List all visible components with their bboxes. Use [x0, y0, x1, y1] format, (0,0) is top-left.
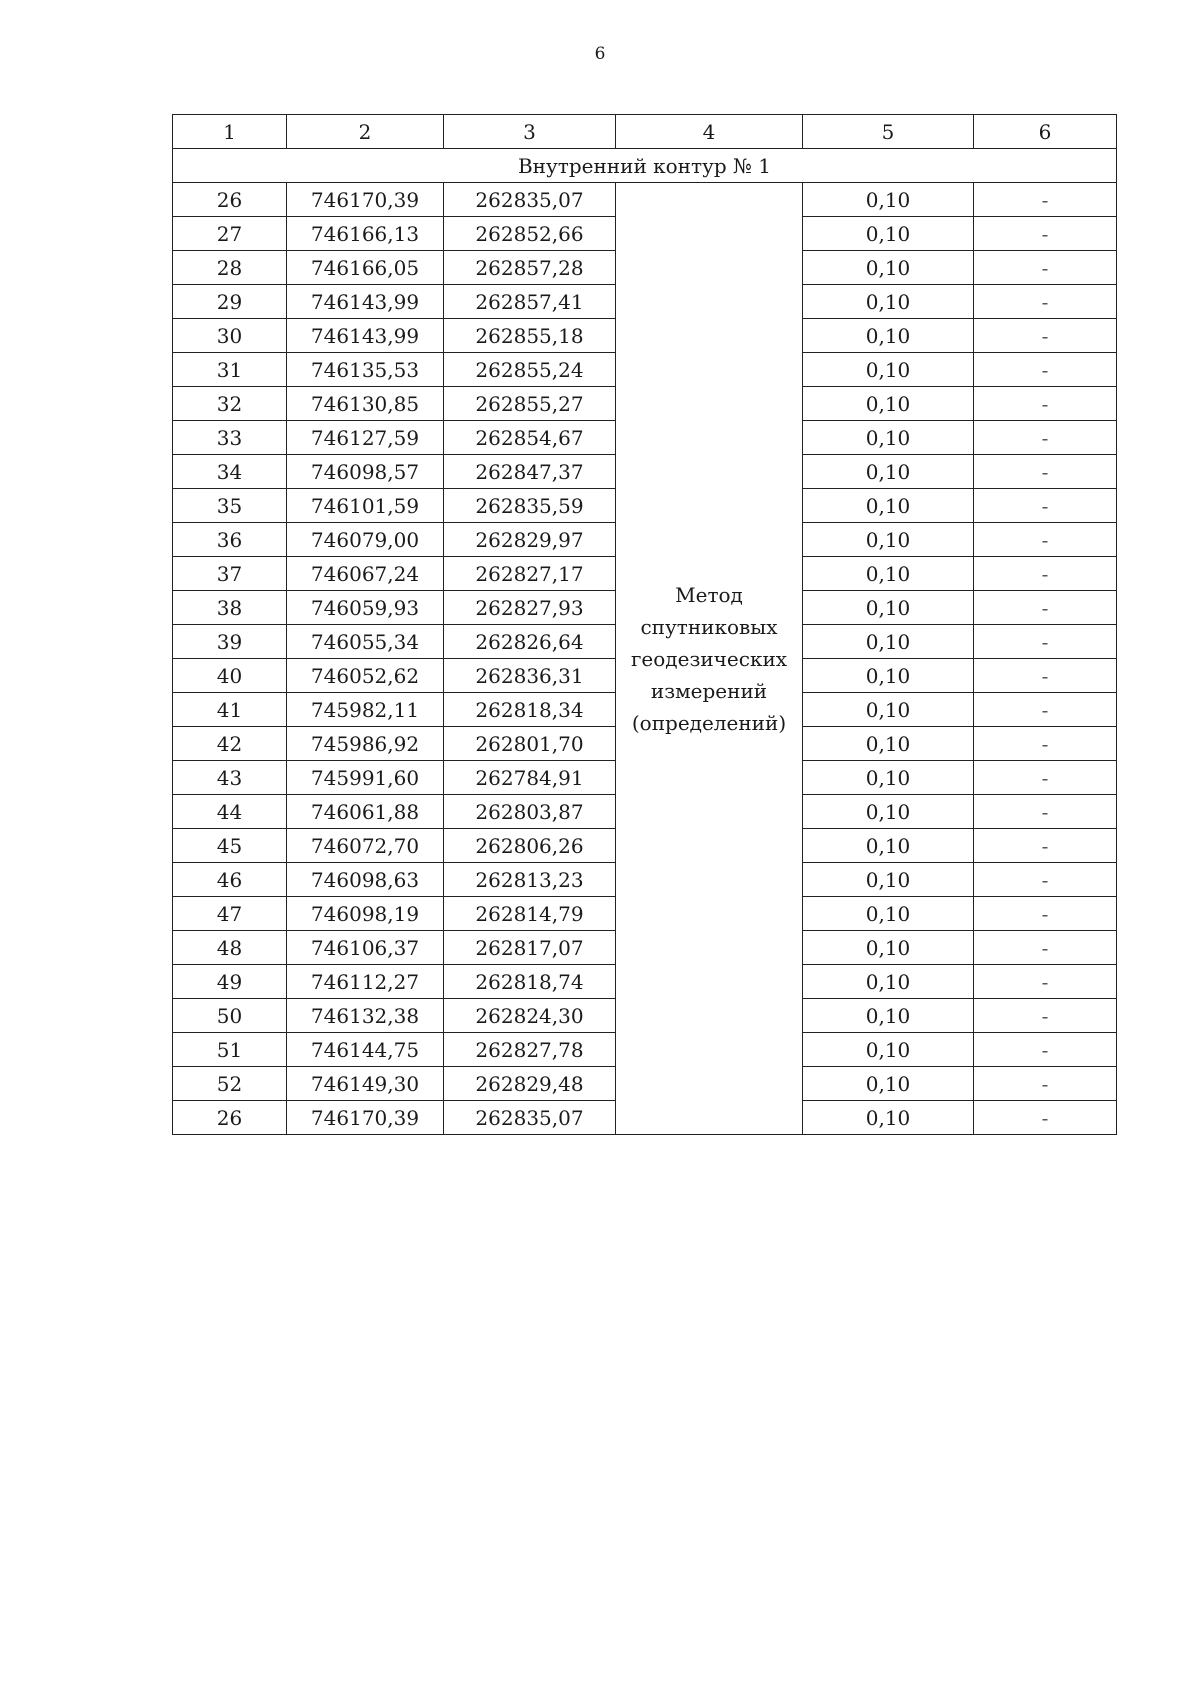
- accuracy-cell: 0,10: [803, 251, 974, 285]
- x-coordinate-cell: 746112,27: [287, 965, 444, 999]
- x-coordinate-cell: 746059,93: [287, 591, 444, 625]
- x-coordinate-cell: 746106,37: [287, 931, 444, 965]
- point-number-cell: 44: [173, 795, 287, 829]
- note-cell: -: [974, 931, 1117, 965]
- point-number-cell: 40: [173, 659, 287, 693]
- x-coordinate-cell: 746132,38: [287, 999, 444, 1033]
- note-cell: -: [974, 523, 1117, 557]
- point-number-cell: 27: [173, 217, 287, 251]
- y-coordinate-cell: 262801,70: [444, 727, 616, 761]
- point-number-cell: 36: [173, 523, 287, 557]
- method-text-line: Метод: [675, 582, 743, 607]
- point-number-cell: 30: [173, 319, 287, 353]
- note-cell: -: [974, 353, 1117, 387]
- accuracy-cell: 0,10: [803, 1101, 974, 1135]
- accuracy-cell: 0,10: [803, 727, 974, 761]
- y-coordinate-cell: 262829,97: [444, 523, 616, 557]
- y-coordinate-cell: 262827,17: [444, 557, 616, 591]
- accuracy-cell: 0,10: [803, 829, 974, 863]
- y-coordinate-cell: 262818,74: [444, 965, 616, 999]
- note-cell: -: [974, 1101, 1117, 1135]
- note-cell: -: [974, 557, 1117, 591]
- point-number-cell: 42: [173, 727, 287, 761]
- y-coordinate-cell: 262847,37: [444, 455, 616, 489]
- header-cell: 2: [287, 115, 444, 149]
- note-cell: -: [974, 251, 1117, 285]
- point-number-cell: 33: [173, 421, 287, 455]
- accuracy-cell: 0,10: [803, 523, 974, 557]
- point-number-cell: 43: [173, 761, 287, 795]
- y-coordinate-cell: 262835,07: [444, 183, 616, 217]
- header-cell: 1: [173, 115, 287, 149]
- accuracy-cell: 0,10: [803, 795, 974, 829]
- accuracy-cell: 0,10: [803, 897, 974, 931]
- accuracy-cell: 0,10: [803, 931, 974, 965]
- accuracy-cell: 0,10: [803, 659, 974, 693]
- x-coordinate-cell: 746098,63: [287, 863, 444, 897]
- point-number-cell: 31: [173, 353, 287, 387]
- note-cell: -: [974, 285, 1117, 319]
- point-number-cell: 26: [173, 1101, 287, 1135]
- header-cell: 4: [616, 115, 803, 149]
- y-coordinate-cell: 262835,59: [444, 489, 616, 523]
- point-number-cell: 35: [173, 489, 287, 523]
- header-cell: 3: [444, 115, 616, 149]
- point-number-cell: 49: [173, 965, 287, 999]
- point-number-cell: 26: [173, 183, 287, 217]
- y-coordinate-cell: 262826,64: [444, 625, 616, 659]
- point-number-cell: 45: [173, 829, 287, 863]
- accuracy-cell: 0,10: [803, 591, 974, 625]
- coordinates-table-body: [173, 115, 1117, 1135]
- x-coordinate-cell: 746166,05: [287, 251, 444, 285]
- accuracy-cell: 0,10: [803, 421, 974, 455]
- x-coordinate-cell: 746143,99: [287, 319, 444, 353]
- note-cell: -: [974, 217, 1117, 251]
- accuracy-cell: 0,10: [803, 761, 974, 795]
- accuracy-cell: 0,10: [803, 965, 974, 999]
- y-coordinate-cell: 262784,91: [444, 761, 616, 795]
- y-coordinate-cell: 262857,28: [444, 251, 616, 285]
- x-coordinate-cell: 746098,19: [287, 897, 444, 931]
- note-cell: -: [974, 489, 1117, 523]
- y-coordinate-cell: 262835,07: [444, 1101, 616, 1135]
- note-cell: -: [974, 965, 1117, 999]
- y-coordinate-cell: 262814,79: [444, 897, 616, 931]
- note-cell: -: [974, 897, 1117, 931]
- method-text-line: (определений): [631, 710, 787, 735]
- x-coordinate-cell: 746101,59: [287, 489, 444, 523]
- x-coordinate-cell: 746149,30: [287, 1067, 444, 1101]
- header-row: [173, 115, 1117, 149]
- point-number-cell: 52: [173, 1067, 287, 1101]
- note-cell: -: [974, 795, 1117, 829]
- point-number-cell: 41: [173, 693, 287, 727]
- note-cell: -: [974, 761, 1117, 795]
- x-coordinate-cell: 746170,39: [287, 1101, 444, 1135]
- accuracy-cell: 0,10: [803, 217, 974, 251]
- x-coordinate-cell: 746052,62: [287, 659, 444, 693]
- x-coordinate-cell: 746143,99: [287, 285, 444, 319]
- coordinates-table: [172, 114, 1117, 1135]
- point-number-cell: 32: [173, 387, 287, 421]
- accuracy-cell: 0,10: [803, 863, 974, 897]
- note-cell: -: [974, 693, 1117, 727]
- method-text-line: измерений: [650, 678, 768, 703]
- y-coordinate-cell: 262829,48: [444, 1067, 616, 1101]
- point-number-cell: 38: [173, 591, 287, 625]
- x-coordinate-cell: 746144,75: [287, 1033, 444, 1067]
- note-cell: -: [974, 727, 1117, 761]
- point-number-cell: 51: [173, 1033, 287, 1067]
- x-coordinate-cell: 745986,92: [287, 727, 444, 761]
- point-number-cell: 28: [173, 251, 287, 285]
- y-coordinate-cell: 262857,41: [444, 285, 616, 319]
- note-cell: -: [974, 183, 1117, 217]
- x-coordinate-cell: 746055,34: [287, 625, 444, 659]
- accuracy-cell: 0,10: [803, 1033, 974, 1067]
- note-cell: -: [974, 591, 1117, 625]
- table-row: [173, 183, 1117, 217]
- accuracy-cell: 0,10: [803, 183, 974, 217]
- point-number-cell: 37: [173, 557, 287, 591]
- accuracy-cell: 0,10: [803, 625, 974, 659]
- y-coordinate-cell: 262813,23: [444, 863, 616, 897]
- note-cell: -: [974, 829, 1117, 863]
- header-cell: 5: [803, 115, 974, 149]
- y-coordinate-cell: 262827,93: [444, 591, 616, 625]
- note-cell: -: [974, 319, 1117, 353]
- note-cell: -: [974, 999, 1117, 1033]
- accuracy-cell: 0,10: [803, 353, 974, 387]
- section-title-row: [173, 149, 1117, 183]
- x-coordinate-cell: 746098,57: [287, 455, 444, 489]
- note-cell: -: [974, 455, 1117, 489]
- y-coordinate-cell: 262824,30: [444, 999, 616, 1033]
- note-cell: -: [974, 387, 1117, 421]
- section-title: Внутренний контур № 1: [173, 149, 1117, 183]
- accuracy-cell: 0,10: [803, 319, 974, 353]
- accuracy-cell: 0,10: [803, 557, 974, 591]
- point-number-cell: 29: [173, 285, 287, 319]
- page-number: 6: [594, 44, 606, 64]
- x-coordinate-cell: 746127,59: [287, 421, 444, 455]
- x-coordinate-cell: 746072,70: [287, 829, 444, 863]
- point-number-cell: 39: [173, 625, 287, 659]
- accuracy-cell: 0,10: [803, 387, 974, 421]
- x-coordinate-cell: 746130,85: [287, 387, 444, 421]
- x-coordinate-cell: 746067,24: [287, 557, 444, 591]
- header-cell: 6: [974, 115, 1117, 149]
- accuracy-cell: 0,10: [803, 489, 974, 523]
- y-coordinate-cell: 262818,34: [444, 693, 616, 727]
- y-coordinate-cell: 262817,07: [444, 931, 616, 965]
- accuracy-cell: 0,10: [803, 285, 974, 319]
- y-coordinate-cell: 262827,78: [444, 1033, 616, 1067]
- point-number-cell: 46: [173, 863, 287, 897]
- accuracy-cell: 0,10: [803, 693, 974, 727]
- x-coordinate-cell: 746170,39: [287, 183, 444, 217]
- x-coordinate-cell: 746166,13: [287, 217, 444, 251]
- y-coordinate-cell: 262836,31: [444, 659, 616, 693]
- note-cell: -: [974, 1033, 1117, 1067]
- x-coordinate-cell: 746061,88: [287, 795, 444, 829]
- point-number-cell: 50: [173, 999, 287, 1033]
- note-cell: -: [974, 863, 1117, 897]
- note-cell: -: [974, 1067, 1117, 1101]
- accuracy-cell: 0,10: [803, 999, 974, 1033]
- note-cell: -: [974, 659, 1117, 693]
- method-text-line: геодезических: [630, 646, 788, 671]
- y-coordinate-cell: 262854,67: [444, 421, 616, 455]
- x-coordinate-cell: 746079,00: [287, 523, 444, 557]
- y-coordinate-cell: 262806,26: [444, 829, 616, 863]
- y-coordinate-cell: 262855,24: [444, 353, 616, 387]
- method-cell: [616, 183, 803, 1135]
- accuracy-cell: 0,10: [803, 455, 974, 489]
- x-coordinate-cell: 745991,60: [287, 761, 444, 795]
- y-coordinate-cell: 262852,66: [444, 217, 616, 251]
- y-coordinate-cell: 262803,87: [444, 795, 616, 829]
- point-number-cell: 48: [173, 931, 287, 965]
- y-coordinate-cell: 262855,27: [444, 387, 616, 421]
- y-coordinate-cell: 262855,18: [444, 319, 616, 353]
- note-cell: -: [974, 625, 1117, 659]
- x-coordinate-cell: 745982,11: [287, 693, 444, 727]
- method-text-line: спутниковых: [640, 614, 778, 639]
- accuracy-cell: 0,10: [803, 1067, 974, 1101]
- point-number-cell: 47: [173, 897, 287, 931]
- point-number-cell: 34: [173, 455, 287, 489]
- note-cell: -: [974, 421, 1117, 455]
- x-coordinate-cell: 746135,53: [287, 353, 444, 387]
